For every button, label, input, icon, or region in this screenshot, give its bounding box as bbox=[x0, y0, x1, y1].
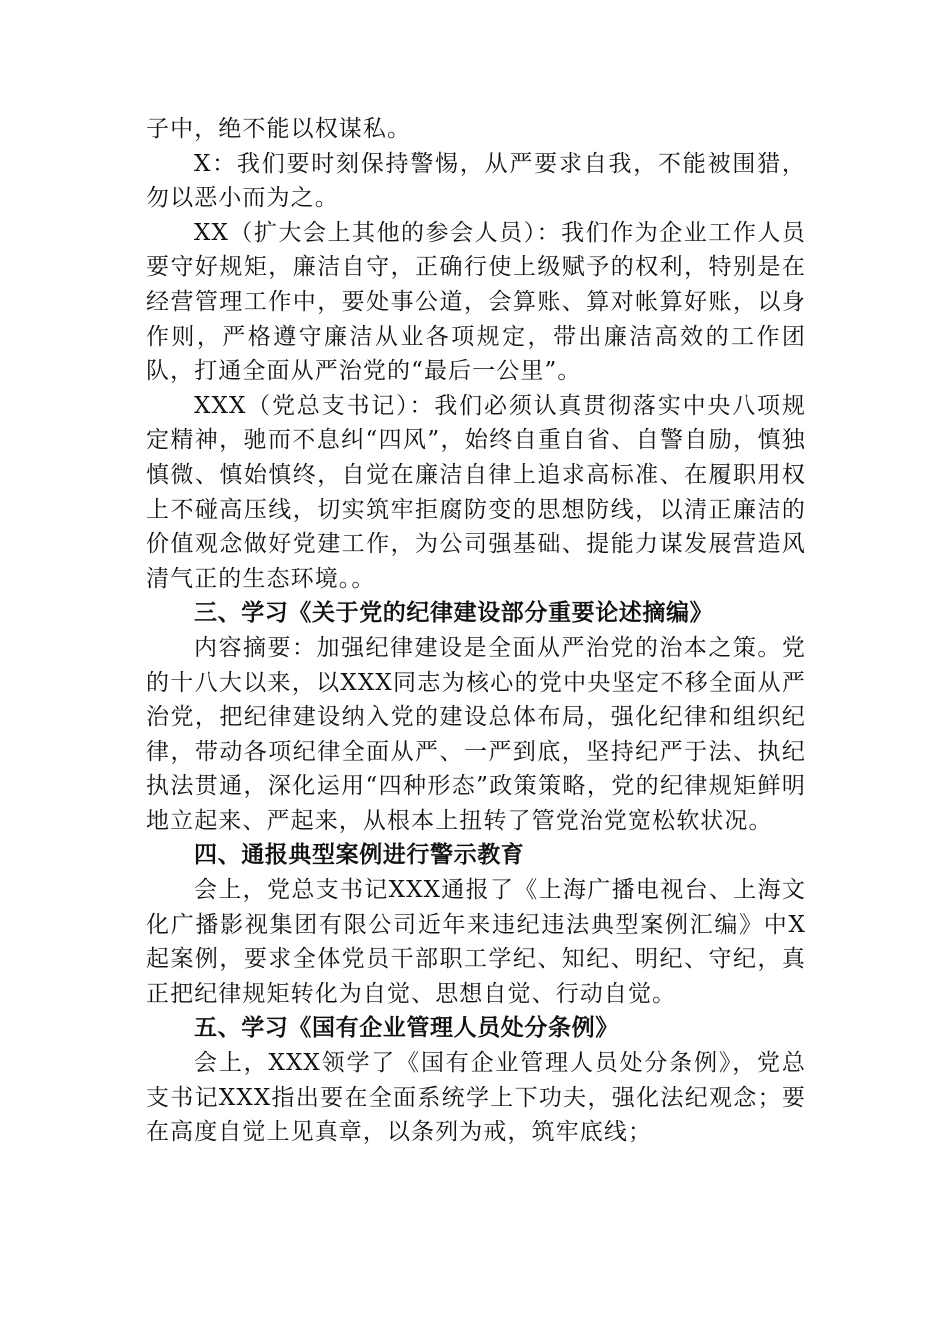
paragraph-case-report: 会上，党总支书记XXX通报了《上海广播电视台、上海文化广播影视集团有限公司近年来违纪违法典型案例汇编》中X起案例，要求全体党员干部职工学纪、知纪、明纪、守纪，真正把纪律规矩转化为自觉、思想自觉、行动自觉。 bbox=[146, 877, 806, 1007]
section-heading-3: 三、学习《关于党的纪律建设部分重要论述摘编》 bbox=[194, 600, 714, 627]
section-heading-5: 五、学习《国有企业管理人员处分条例》 bbox=[194, 1015, 619, 1042]
paragraph-summary: 内容摘要：加强纪律建设是全面从严治党的治本之策。党的十八大以来，以XXX同志为核心的党中央坚定不移全面从严治党，把纪律建设纳入党的建设总体布局，强化纪律和组织纪律，带动各项纪律全面从严、一严到底，坚持纪严于法、执纪执法贯通，深化运用“四种形态”政策策略，党的纪律规矩鲜明地立起来、严起来，从根本上扭转了管党治党宽松软状况。 bbox=[146, 634, 806, 834]
paragraph-speaker-xxx: XXX（党总支书记）：我们必须认真贯彻落实中央八项规定精神，驰而不息纠“四风”，始终自重自省、自警自励，慎独慎微、慎始慎终，自觉在廉洁自律上追求高标准、在履职用权上不碰高压线，切实筑牢拒腐防变的思想防线，以清正廉洁的价值观念做好党建工作，为公司强基础、提能力谋发展营造风清气正的生态环境。。 bbox=[146, 392, 806, 592]
paragraph-speaker-xx: XX（扩大会上其他的参会人员）：我们作为企业工作人员要守好规矩，廉洁自守，正确行使上级赋予的权利，特别是在经营管理工作中，要处事公道，会算账、算对帐算好账，以身作则，严格遵守廉洁从业各项规定，带出廉洁高效的工作团队，打通全面从严治党的“最后一公里”。 bbox=[146, 219, 806, 385]
paragraph-regulation-study: 会上，XXX领学了《国有企业管理人员处分条例》，党总支书记XXX指出要在全面系统学上下功夫，强化法纪观念；要在高度自觉上见真章，以条列为戒，筑牢底线； bbox=[146, 1050, 806, 1146]
document-body bbox=[146, 112, 806, 1150]
section-heading-4: 四、通报典型案例进行警示教育 bbox=[194, 842, 525, 869]
paragraph-continuation: 子中，绝不能以权谋私。 bbox=[146, 116, 412, 142]
paragraph-speaker-x: X：我们要时刻保持警惕，从严要求自我，不能被围猎，勿以恶小而为之。 bbox=[146, 150, 806, 212]
